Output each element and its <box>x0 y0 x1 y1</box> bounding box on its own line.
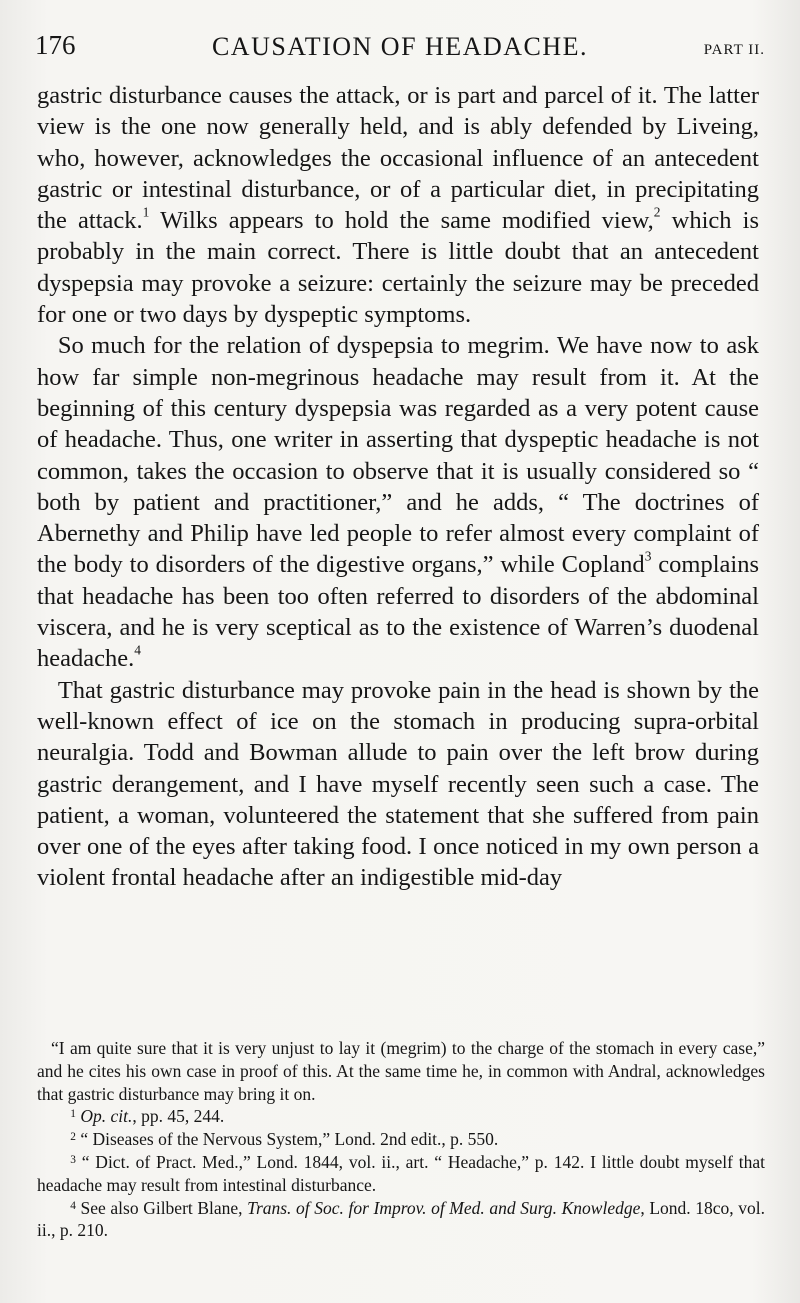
part-label: PART II. <box>703 42 765 58</box>
footnote-ref-4: 4 <box>134 642 141 658</box>
footnote-continuation: “I am quite sure that it is very unjust to lay it (megrim) to the charge of the stomach in every case,” and he cites his own case in proof of this. At the same time he, in common with Andral, acknowledges that gastric disturbance may bring it on. <box>37 1038 765 1104</box>
footnote-3 <box>37 1151 765 1197</box>
paragraph-1-text-b: Wilks appears to hold the same modified view, <box>149 207 654 235</box>
footnotes <box>37 1037 765 1242</box>
footnote-4 <box>37 1197 765 1243</box>
footnote-1-text: , pp. 45, 244. <box>132 1106 225 1127</box>
footnote-4-mark: 4 <box>70 1199 76 1212</box>
paragraph-2-text-a: So much for the relation of dyspepsia to megrim. We have now to ask how far simple non-megrinous headache may result from it. At the beginning of this century dyspepsia was regarded as a very potent cause of headache. Thus, one writer in asserting that dyspeptic headache is not common, takes the occasion to observe that it is usually considered so “ both by patient and practitioner,” and he adds, “ The doctrines of Abernethy and Philip have led people to refer almost every complaint of the body to disorders of the digestive organs,” while Copland <box>37 332 759 579</box>
footnote-1-italic: Op. cit. <box>80 1106 133 1127</box>
footnote-3-mark: 3 <box>70 1153 76 1166</box>
footnote-ref-2: 2 <box>653 204 661 220</box>
page-number: 176 <box>35 30 76 60</box>
footnote-2 <box>37 1128 765 1151</box>
paragraph-1 <box>37 80 759 330</box>
footnote-4-italic: Trans. of Soc. for Improv. of Med. and Surg. Knowledge <box>247 1197 641 1218</box>
footnote-4-post: , Lond. 18co, vol. ii., p. 210. <box>37 1197 765 1241</box>
main-text <box>37 80 759 894</box>
paragraph-1-text-a: gastric disturbance causes the attack, or is part and parcel of it. The latter view is the one now generally held, and is ably defended by Liveing, who, however, acknowledges the occasional influence of an antecedent gastric or intestinal disturbance, or of a particular diet, in precipitating the attack. <box>37 82 759 235</box>
paragraph-2-text-b: complains that headache has been too often referred to disorders of the abdominal viscera, and he is very sceptical as to the existence of Warren’s duodenal headache. <box>37 551 759 673</box>
footnote-ref-1: 1 <box>142 204 150 220</box>
paragraph-1-text-c: which is probably in the main correct. There is little doubt that an antecedent dyspepsia may provoke a seizure: certainly the seizure may be preceded for one or two days by dyspeptic symptoms. <box>37 207 759 329</box>
footnote-ref-3: 3 <box>644 549 652 564</box>
footnote-4-pre: See also Gilbert Blane, <box>75 1197 248 1218</box>
footnote-1-mark: 1 <box>70 1108 76 1121</box>
footnote-1 <box>37 1105 765 1128</box>
page-header <box>35 30 765 70</box>
footnote-2-text: “ Diseases of the Nervous System,” Lond. 2nd edit., p. 550. <box>75 1129 499 1150</box>
paragraph-3: That gastric disturbance may provoke pain in the head is shown by the well-known effect of ice on the stomach in producing supra-orbital neuralgia. Todd and Bowman allude to pain over the left brow during gastric derangement, and I have myself recently seen such a case. The patient, a woman, volunteered the statement that she suffered from pain over one of the eyes after taking food. I once noticed in my own person a violent frontal headache after an indigestible mid-day <box>37 676 759 892</box>
footnote-2-mark: 2 <box>70 1131 76 1144</box>
footnote-3-text: “ Dict. of Pract. Med.,” Lond. 1844, vol. ii., art. “ Headache,” p. 142. I little doubt myself that headache may result from intestinal disturbance. <box>37 1151 765 1195</box>
running-title: CAUSATION OF HEADACHE. <box>211 32 589 61</box>
paragraph-2 <box>37 330 759 674</box>
